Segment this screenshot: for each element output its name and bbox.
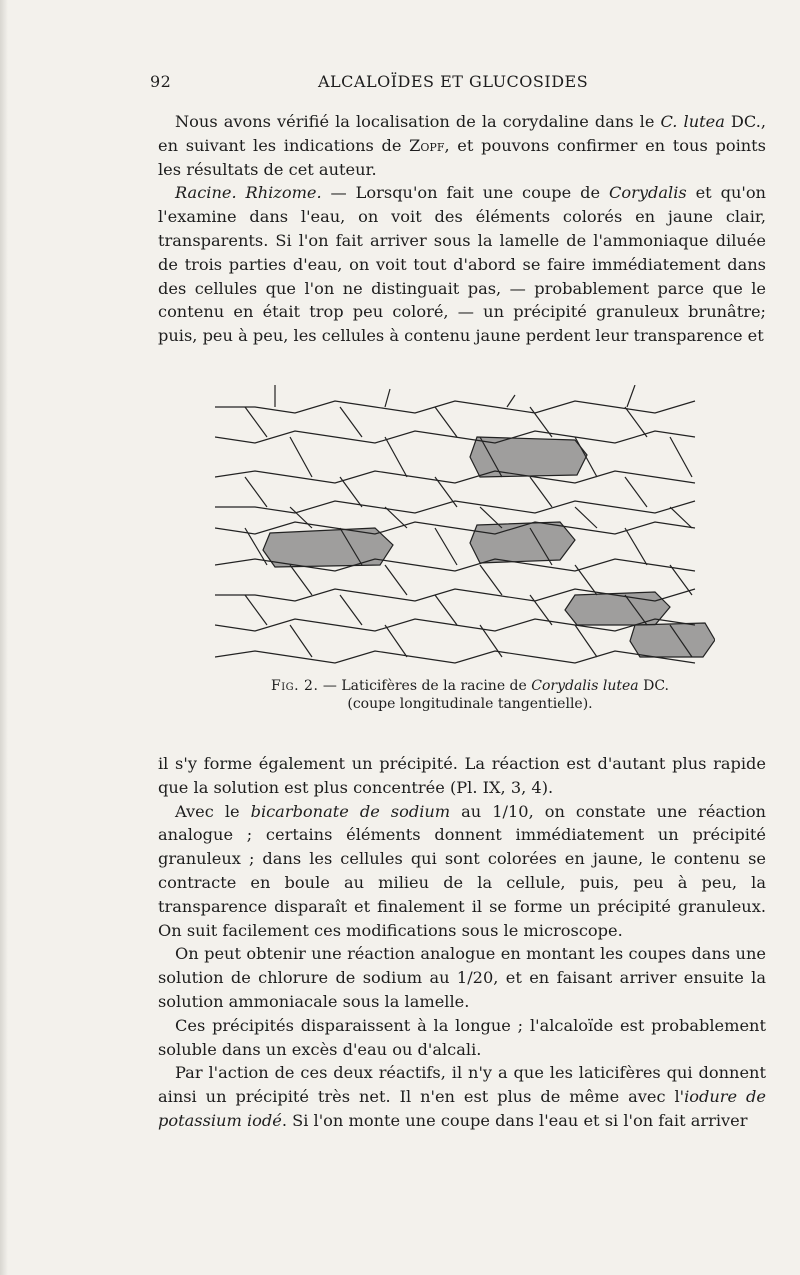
figure-caption-line2: (coupe longitudinale tangentielle).: [347, 696, 593, 712]
cell-drawing: [215, 385, 715, 670]
cell-wall-oblique: [625, 477, 647, 507]
author-name: Zopf: [409, 135, 445, 155]
cell-wall-oblique: [245, 595, 267, 625]
page-number: 92: [150, 72, 172, 91]
running-title: ALCALOÏDES ET GLUCOSIDES: [318, 72, 589, 91]
cell-wall-oblique: [340, 407, 362, 437]
cell-wall-horizontal: [215, 501, 695, 513]
figure-caption: Fig. 2. — Laticifères de la racine de Corydalis lutea DC. (coupe longitudinale tangentielle).: [240, 677, 700, 713]
cell-wall-oblique: [290, 437, 312, 477]
cell-wall-oblique: [385, 437, 407, 477]
page-edge-shadow: [0, 0, 8, 1275]
text-block-bottom: [158, 752, 766, 1133]
paragraph-disparition: Ces précipités disparaissent à la longue ; l'alcaloïde est probablement soluble dans un excès d'eau ou d'alcali.: [158, 1015, 766, 1059]
cell-wall-oblique: [625, 528, 647, 565]
cell-wall-horizontal: [215, 651, 695, 663]
paragraph-racine: Racine. Rhizome. — Lorsqu'on fait une coupe de Corydalis et qu'on l'examine dans l'eau, on voit des éléments colorés en jaune clair, transparents. Si l'on fait arriver sous la lamelle de l'ammoniaque diluée de trois parties d'eau, on voit tout d'abord se faire immédiatement dans des cellules que l'on ne distinguait pas, — probablement parce que le contenu en était trop peu coloré, — un précipité granuleux brunâtre; puis, peu à peu, les cellules à contenu jaune perdent leur transparence et: [158, 183, 766, 346]
section-heading: Racine. Rhizome.: [175, 183, 322, 203]
cell-wall-oblique: [435, 528, 457, 565]
text-block-top: [158, 110, 766, 348]
cell-wall-oblique: [290, 625, 312, 657]
cell-wall-vertical: [507, 395, 515, 407]
figure-label: Fig. 2.: [271, 678, 319, 694]
cell-wall-oblique: [290, 565, 312, 595]
laticifer-cell-shaded: [470, 437, 587, 477]
cell-wall-horizontal: [215, 401, 695, 413]
cell-wall-oblique: [575, 625, 597, 657]
cell-wall-oblique: [385, 565, 407, 595]
cell-wall-oblique: [435, 595, 457, 625]
cell-wall-vertical: [627, 385, 635, 407]
page-header: [150, 72, 770, 96]
cell-wall-oblique: [435, 407, 457, 437]
figure-laticiferes: [215, 385, 715, 670]
cell-wall-horizontal: [215, 431, 695, 443]
cell-wall-oblique: [670, 437, 692, 477]
cell-wall-oblique: [385, 625, 407, 657]
cell-wall-oblique: [530, 477, 552, 507]
cell-wall-vertical: [385, 389, 390, 407]
laticifer-cell-shaded: [470, 522, 575, 563]
paragraph-precipite: il s'y forme également un précipité. La réaction est d'autant plus rapide que la solution est plus concentrée (Pl. IX, 3, 4).: [158, 754, 766, 797]
cell-wall-oblique: [245, 477, 267, 507]
paragraph-localisation: Nous avons vérifié la localisation de la corydaline dans le C. lutea DC., en suivant les indications de Zopf, et pouvons confirmer en tous points les résultats de cet auteur.: [158, 112, 766, 179]
paragraph-iodure: Par l'action de ces deux réactifs, il n'y a que les laticifères qui donnent ainsi un précipité très net. Il n'en est plus de même avec l'iodure de potassium iodé. Si l'on monte une coupe dans l'eau et si l'on fait arriver: [158, 1063, 766, 1130]
paragraph-bicarbonate: Avec le bicarbonate de sodium au 1/10, on constate une réaction analogue ; certains éléments donnent immédiatement un précipité granuleux ; dans les cellules qui sont colorées en jaune, le contenu se contracte en boule au milieu de la cellule, puis, peu à peu, la transparence disparaît et finalement il se forme un précipité granuleux. On suit facilement ces modifications sous le microscope.: [158, 801, 766, 940]
cell-wall-oblique: [290, 507, 312, 528]
laticifer-cell-shaded: [565, 592, 670, 625]
cell-wall-oblique: [245, 407, 267, 437]
cell-wall-oblique: [480, 565, 502, 595]
cell-wall-oblique: [340, 595, 362, 625]
cell-wall-horizontal: [215, 471, 695, 483]
paragraph-chlorure: On peut obtenir une réaction analogue en montant les coupes dans une solution de chlorure de sodium au 1/20, et en faisant arriver ensuite la solution ammoniacale sous la lamelle.: [158, 944, 766, 1011]
cell-wall-oblique: [575, 507, 597, 528]
